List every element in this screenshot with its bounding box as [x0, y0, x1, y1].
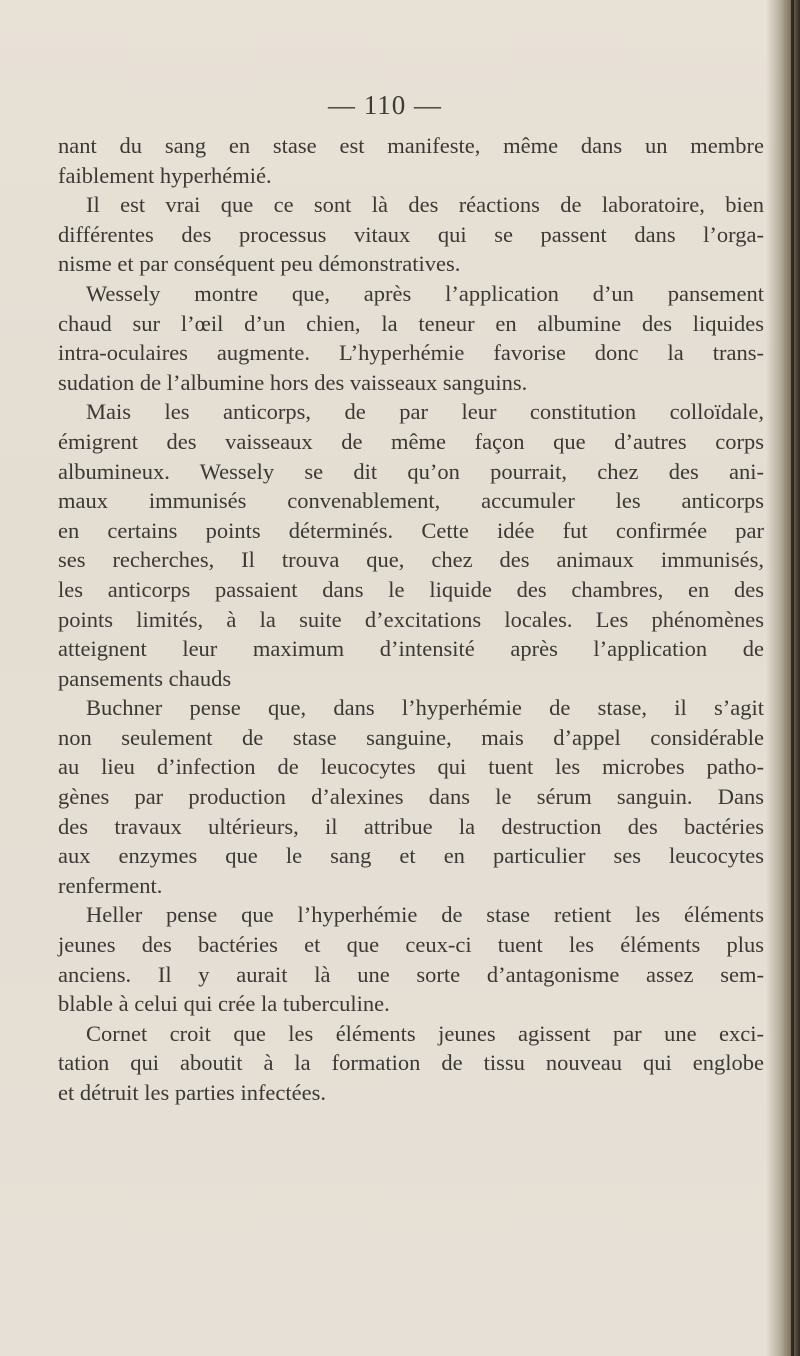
text-line: non seulement de stase sanguine, mais d’appel considérable	[58, 724, 764, 750]
text-line: albumineux. Wessely se dit qu’on pourrait, chez des ani-	[58, 458, 764, 484]
text-line: renferment.	[58, 872, 163, 898]
text-line: Il est vrai que ce sont là des réactions de laboratoire, bien	[86, 192, 764, 218]
text-line: différentes des processus vitaux qui se passent dans l’orga-	[58, 221, 764, 247]
text-line: jeunes des bactéries et que ceux-ci tuent les éléments plus	[58, 932, 764, 958]
page-binding-edge	[766, 0, 800, 1356]
text-line: nant du sang en stase est manifeste, même dans un membre	[58, 133, 764, 158]
text-line: et détruit les parties infectées.	[58, 1080, 327, 1105]
text-line: Cornet croit que les éléments jeunes agissent par une exci-	[86, 1020, 764, 1046]
text-line: au lieu d’infection de leucocytes qui tuent les microbes patho-	[58, 754, 764, 780]
text-line: intra-oculaires augmente. L’hyperhémie favorise donc la trans-	[58, 340, 764, 366]
text-line: Buchner pense que, dans l’hyperhémie de stase, il s’agit	[86, 695, 764, 721]
text-line: aux enzymes que le sang et en particulier ses leucocytes	[58, 843, 764, 869]
text-line: des travaux ultérieurs, il attribue la destruction des bactéries	[58, 813, 764, 839]
text-line: chaud sur l’œil d’un chien, la teneur en albumine des liquides	[58, 310, 764, 336]
text-line: Wessely montre que, après l’application d’un pansement	[86, 280, 764, 306]
text-line: faiblement hyperhémié.	[58, 162, 272, 188]
text-line: tation qui aboutit à la formation de tissu nouveau qui englobe	[58, 1050, 764, 1076]
text-line: sudation de l’albumine hors des vaisseaux sanguins.	[58, 369, 528, 395]
text-line: blable à celui qui crée la tuberculine.	[58, 991, 390, 1017]
text-line: anciens. Il y aurait là une sorte d’antagonisme assez sem-	[58, 961, 764, 987]
text-line: maux immunisés convenablement, accumuler les anticorps	[58, 488, 764, 514]
text-line: gènes par production d’alexines dans le sérum sanguin. Dans	[58, 784, 764, 810]
text-line: pansements chauds	[58, 665, 232, 691]
text-line: Mais les anticorps, de par leur constitution colloïdale,	[86, 399, 764, 425]
body-text	[58, 131, 764, 1108]
text-line: en certains points déterminés. Cette idée fut confirmée par	[58, 517, 764, 543]
text-line: points limités, à la suite d’excitations locales. Les phénomènes	[58, 606, 764, 632]
text-line: Heller pense que l’hyperhémie de stase retient les éléments	[86, 902, 764, 928]
text-line: ses recherches, Il trouva que, chez des animaux immunisés,	[58, 547, 764, 573]
text-line: nisme et par conséquent peu démonstratives.	[58, 251, 461, 277]
page-number: — 110 —	[328, 90, 442, 120]
text-line: les anticorps passaient dans le liquide des chambres, en des	[58, 576, 764, 602]
text-line: émigrent des vaisseaux de même façon que d’autres corps	[58, 428, 764, 454]
text-line: atteignent leur maximum d’intensité après l’application de	[58, 636, 764, 662]
